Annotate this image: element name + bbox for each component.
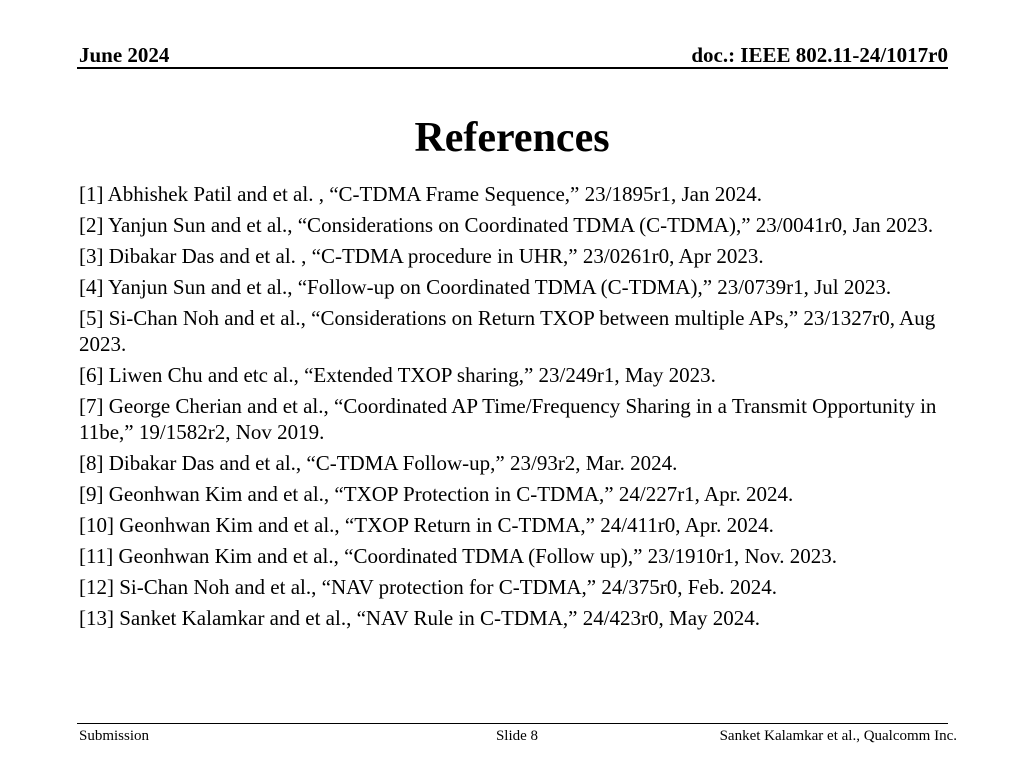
reference-item-9: [9] Geonhwan Kim and et al., “TXOP Protection in C-TDMA,” 24/227r1, Apr. 2024.: [79, 482, 794, 506]
reference-item-4: [4] Yanjun Sun and et al., “Follow-up on Coordinated TDMA (C-TDMA),” 23/0739r1, Jul 2023.: [79, 275, 892, 299]
footer-submission: Submission: [79, 728, 150, 744]
slide-title: References: [414, 115, 610, 161]
slide-number: Slide 8: [495, 728, 539, 744]
reference-item-3: [3] Dibakar Das and et al. , “C-TDMA procedure in UHR,” 23/0261r0, Apr 2023.: [79, 244, 764, 268]
footer-author: Sanket Kalamkar et al., Qualcomm Inc.: [719, 728, 957, 744]
reference-item-8: [8] Dibakar Das and et al., “C-TDMA Follow-up,” 23/93r2, Mar. 2024.: [79, 451, 678, 475]
reference-list: [79, 181, 969, 636]
header-doc-id: doc.: IEEE 802.11-24/1017r0: [691, 43, 948, 67]
reference-item-13: [13] Sanket Kalamkar and et al., “NAV Rule in C-TDMA,” 24/423r0, May 2024.: [79, 606, 761, 630]
reference-item-5: [5] Si-Chan Noh and et al., “Considerations on Return TXOP between multiple APs,” 23/1327r0, Aug 2023.: [79, 306, 936, 356]
header-divider: [77, 67, 948, 69]
reference-item-10: [10] Geonhwan Kim and et al., “TXOP Return in C-TDMA,” 24/411r0, Apr. 2024.: [79, 513, 774, 537]
reference-item-6: [6] Liwen Chu and etc al., “Extended TXOP sharing,” 23/249r1, May 2023.: [79, 363, 716, 387]
footer-divider: [77, 723, 948, 724]
header-date: June 2024: [79, 43, 170, 67]
reference-item-7: [7] George Cherian and et al., “Coordinated AP Time/Frequency Sharing in a Transmit Opportunity in 11be,” 19/1582r2, Nov 2019.: [79, 394, 937, 444]
reference-item-11: [11] Geonhwan Kim and et al., “Coordinated TDMA (Follow up),” 23/1910r1, Nov. 2023.: [79, 544, 838, 568]
reference-item-2: [2] Yanjun Sun and et al., “Considerations on Coordinated TDMA (C-TDMA),” 23/0041r0, Jan 2023.: [79, 213, 934, 237]
reference-item-12: [12] Si-Chan Noh and et al., “NAV protection for C-TDMA,” 24/375r0, Feb. 2024.: [79, 575, 777, 599]
reference-item-1: [1] Abhishek Patil and et al. , “C-TDMA Frame Sequence,” 23/1895r1, Jan 2024.: [79, 182, 762, 206]
